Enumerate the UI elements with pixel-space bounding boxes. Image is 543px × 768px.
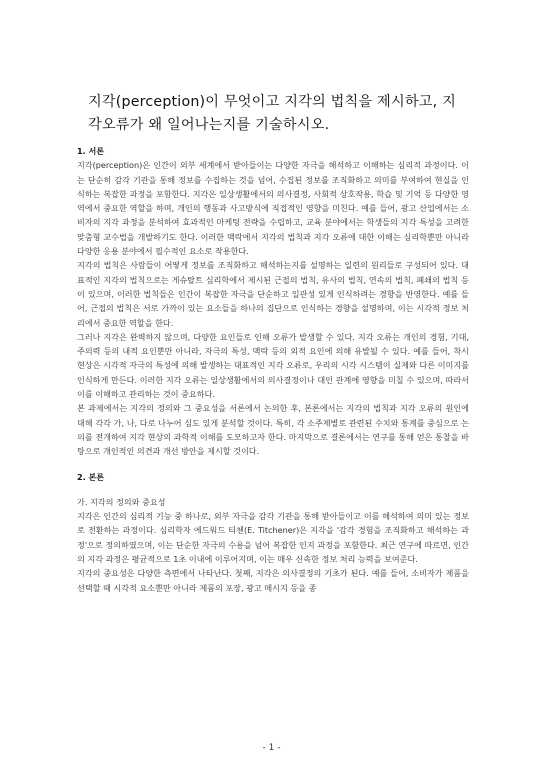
paragraph: 지각(perception)은 인간이 외부 세계에서 받아들이는 다양한 자극을 해석하고 이해하는 심리적 과정이다. 이는 단순히 감각 기관을 통해 정보를 수집하는 것을 넘어, 수집된 정보를 조직화하고 의미를 부여하여 현실을 인식하는 복잡한 과정을 포함한다. 지각은 일상생활에서의 의사결정, 사회적 상호작용, 학습 및 기억 등 다양한 영역에서 중요한 역할을 하며, 개인의 행동과 사고방식에 직접적인 영향을 미친다. 예를 들어, 광고 산업에서는 소비자의 지각 과정을 분석하여 효과적인 마케팅 전략을 수립하고, 교육 분야에서는 학생들의 지각 특성을 고려한 맞춤형 교수법을 개발하기도 한다. 이러한 맥락에서 지각의 법칙과 지각 오류에 대한 이해는 심리학뿐만 아니라 다양한 응용 분야에서 필수적인 요소로 작용한다. xyxy=(77,160,469,257)
paragraph: 지각의 법칙은 사람들이 어떻게 정보를 조직화하고 해석하는지를 설명하는 일련의 원리들로 구성되어 있다. 대표적인 지각의 법칙으로는 게슈탈트 심리학에서 제시된 근접의 법칙, 유사의 법칙, 연속의 법칙, 폐쇄의 법칙 등이 있으며, 이러한 법칙들은 인간이 복잡한 자극을 단순하고 일관성 있게 인식하려는 경향을 반영한다. 예를 들어, 근접의 법칙은 서로 가까이 있는 요소들을 하나의 집단으로 인식하는 경향을 설명하며, 이는 시각적 정보 처리에서 중요한 역할을 한다. xyxy=(77,260,469,328)
paragraph: 지각은 인간의 심리적 기능 중 하나로, 외부 자극을 감각 기관을 통해 받아들이고 이를 해석하여 의미 있는 정보로 전환하는 과정이다. 심리학자 에드워드 티첸(E. Titchener)은 지각을 '감각 경험을 조직화하고 해석하는 과정'으로 정의하였으며, 이는 단순한 자극의 수용을 넘어 복잡한 인지 과정을 포함한다. 최근 연구에 따르면, 인간의 지각 과정은 평균적으로 1초 이내에 이루어지며, 이는 매우 신속한 정보 처리 능력을 보여준다. xyxy=(77,511,469,565)
document-title: 지각(perception)이 무엇이고 지각의 법칙을 제시하고, 지각오류가 왜 일어나는지를 기술하시오. xyxy=(88,94,456,133)
paragraph: 그러나 지각은 완벽하지 않으며, 다양한 요인들로 인해 오류가 발생할 수 있다. 지각 오류는 개인의 경험, 기대, 주의력 등의 내적 요인뿐만 아니라, 자극의 특성, 맥락 등의 외적 요인에 의해 유발될 수 있다. 예를 들어, 착시 현상은 시각적 자극의 특성에 의해 발생하는 대표적인 지각 오류로, 우리의 시각 시스템이 실제와 다른 이미지를 인식하게 만든다. 이러한 지각 오류는 일상생활에서의 의사결정이나 대인 관계에 영향을 미칠 수 있으며, 따라서 이를 이해하고 관리하는 것이 중요하다. xyxy=(77,331,469,400)
spacer xyxy=(77,484,469,495)
document-body xyxy=(77,144,469,595)
page-number: - 1 - xyxy=(262,743,281,753)
subsection-heading: 가. 지각의 정의와 중요성 xyxy=(77,496,166,507)
paragraph: 지각의 중요성은 다양한 측면에서 나타난다. 첫째, 지각은 의사결정의 기초가 된다. 예를 들어, 소비자가 제품을 선택할 때 시각적 요소뿐만 아니라 제품의 포장, 광고 메시지 등을 종 xyxy=(77,568,469,593)
section-heading-intro: 1. 서론 xyxy=(77,146,105,156)
paragraph: 본 과제에서는 지각의 정의와 그 중요성을 서론에서 논의한 후, 본론에서는 지각의 법칙과 지각 오류의 원인에 대해 각각 가, 나, 다로 나누어 심도 있게 분석할 것이다. 특히, 각 소주제별로 관련된 수치와 통계를 중심으로 논의를 전개하여 지각 현상의 과학적 이해를 도모하고자 한다. 마지막으로 결론에서는 연구를 통해 얻은 통찰을 바탕으로 개인적인 의견과 개선 방안을 제시할 것이다. xyxy=(77,403,469,457)
spacer xyxy=(77,459,469,470)
section-heading-body: 2. 본론 xyxy=(77,471,105,482)
